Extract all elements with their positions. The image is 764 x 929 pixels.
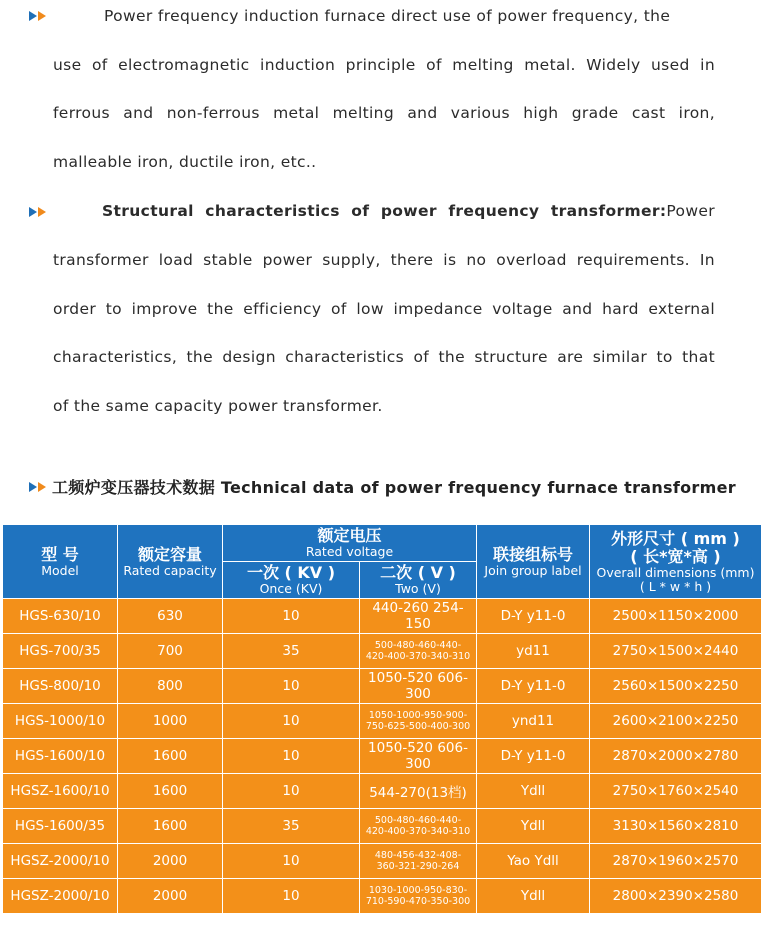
cell-two-small-line: 420-400-370-340-310	[365, 826, 471, 837]
cell-once: 10	[223, 879, 360, 914]
cell-two: 1050-520 606-300	[360, 669, 477, 704]
header-dim-cn: 外形尺寸 ( mm )	[611, 528, 740, 548]
cell-two: 1050-520 606-300	[360, 739, 477, 774]
header-group	[477, 525, 590, 599]
paragraph2-lead-tail: Power	[666, 202, 715, 220]
cell-capacity: 2000	[118, 879, 223, 914]
header-model-en: Model	[41, 562, 79, 578]
cell-two-small-line: 750-625-500-400-300	[365, 721, 471, 732]
header-two	[360, 562, 477, 599]
cell-once: 10	[223, 669, 360, 704]
cell-group: D-Y y11-0	[477, 669, 590, 704]
paragraph1-line3: ferrous and non-ferrous metal melting and various high grade cast iron,	[53, 104, 715, 122]
cell-once: 10	[223, 599, 360, 634]
cell-capacity: 2000	[118, 844, 223, 879]
header-voltage-en: Rated voltage	[305, 544, 394, 559]
header-voltage-cn: 额定电压	[317, 526, 382, 545]
cell-once: 35	[223, 634, 360, 669]
cell-two-small-line: 1050-1000-950-900-	[368, 710, 468, 721]
cell-dimensions: 2750×1760×2540	[590, 774, 762, 809]
cell-two	[360, 809, 477, 844]
bullet-arrow-icon	[29, 11, 46, 21]
cell-dimensions: 3130×1560×2810	[590, 809, 762, 844]
paragraph2-line1: transformer load stable power supply, there is no overload requirements. In	[53, 251, 715, 269]
cell-two-small-line: 500-480-460-440-	[374, 815, 462, 826]
paragraph1-line4: malleable iron, ductile iron, etc..	[53, 153, 317, 171]
cell-two-small-line: 1030-1000-950-830-	[368, 885, 468, 896]
cell-two-small-line: 360-321-290-264	[376, 861, 460, 872]
header-capacity-en: Rated capacity	[123, 562, 217, 578]
cell-once: 10	[223, 739, 360, 774]
cell-group: Ydll	[477, 809, 590, 844]
cell-capacity: 1600	[118, 774, 223, 809]
table-row	[3, 634, 762, 669]
technical-data-table	[2, 524, 762, 914]
cell-model: HGSZ-2000/10	[3, 879, 118, 914]
paragraph2-line3: characteristics, the design characteristics of the structure are similar to that	[53, 348, 715, 366]
cell-model: HGS-700/35	[3, 634, 118, 669]
cell-two	[360, 634, 477, 669]
paragraph2-line4: of the same capacity power transformer.	[53, 397, 383, 415]
cell-dimensions: 2500×1150×2000	[590, 599, 762, 634]
header-group-en: Join group label	[484, 562, 582, 578]
cell-model: HGS-800/10	[3, 669, 118, 704]
cell-capacity: 1600	[118, 809, 223, 844]
cell-once: 10	[223, 704, 360, 739]
cell-model: HGSZ-2000/10	[3, 844, 118, 879]
header-voltage	[223, 525, 477, 562]
table-row	[3, 774, 762, 809]
cell-two	[360, 844, 477, 879]
paragraph2-line2: order to improve the efficiency of low impedance voltage and hard external	[53, 300, 715, 318]
table-row	[3, 809, 762, 844]
cell-dimensions: 2870×1960×2570	[590, 844, 762, 879]
header-dim-cn2: ( 长*宽*高 )	[630, 546, 721, 566]
cell-dimensions: 2800×2390×2580	[590, 879, 762, 914]
cell-two	[360, 879, 477, 914]
cell-dimensions: 2750×1500×2440	[590, 634, 762, 669]
bullet-arrow-icon	[29, 482, 46, 492]
section-heading	[29, 475, 736, 498]
cell-capacity: 800	[118, 669, 223, 704]
header-model	[3, 525, 118, 599]
cell-two-small-line: 420-400-370-340-310	[365, 651, 471, 662]
section-title: 工频炉变压器技术数据 Technical data of power frequency furnace transformer	[52, 478, 736, 497]
cell-capacity: 1600	[118, 739, 223, 774]
header-dim-en2: ( L * w * h )	[639, 578, 712, 594]
cell-model: HGS-1600/35	[3, 809, 118, 844]
paragraph1-line2: use of electromagnetic induction principle of melting metal. Widely used in	[53, 56, 715, 74]
table-row	[3, 844, 762, 879]
table-row	[3, 669, 762, 704]
cell-dimensions: 2870×2000×2780	[590, 739, 762, 774]
cell-model: HGS-1600/10	[3, 739, 118, 774]
cell-once: 10	[223, 844, 360, 879]
header-capacity-cn: 额定容量	[137, 544, 202, 564]
header-two-en: Two (V)	[395, 581, 441, 596]
cell-group: yd11	[477, 634, 590, 669]
table-body	[3, 599, 762, 914]
header-once	[223, 562, 360, 599]
cell-group: Ydll	[477, 879, 590, 914]
cell-capacity: 700	[118, 634, 223, 669]
cell-two: 440-260 254-150	[360, 599, 477, 634]
header-dim-en: Overall dimensions (mm)	[596, 564, 755, 580]
cell-capacity: 630	[118, 599, 223, 634]
header-two-cn: 二次 ( V )	[380, 563, 456, 582]
cell-two-small-line: 710-590-470-350-300	[365, 896, 471, 907]
table-row	[3, 704, 762, 739]
header-dimensions	[590, 525, 762, 599]
paragraph2-lead	[102, 202, 715, 220]
cell-once: 10	[223, 774, 360, 809]
cell-once: 35	[223, 809, 360, 844]
header-group-cn: 联接组标号	[492, 544, 573, 564]
cell-two-small-line: 500-480-460-440-	[374, 640, 462, 651]
cell-group: Yao Ydll	[477, 844, 590, 879]
paragraph2-bold-lead: Structural characteristics of power frequency transformer:	[102, 202, 667, 220]
table-row	[3, 599, 762, 634]
cell-group: D-Y y11-0	[477, 599, 590, 634]
cell-group: ynd11	[477, 704, 590, 739]
table-row	[3, 739, 762, 774]
cell-group: Ydll	[477, 774, 590, 809]
cell-model: HGSZ-1600/10	[3, 774, 118, 809]
paragraph1-line1: Power frequency induction furnace direct use of power frequency, the	[104, 7, 671, 25]
header-once-cn: 一次 ( KV )	[246, 563, 336, 582]
cell-model: HGS-630/10	[3, 599, 118, 634]
cell-two: 544-270(13档)	[360, 774, 477, 809]
cell-group: D-Y y11-0	[477, 739, 590, 774]
bullet-arrow-icon	[29, 207, 46, 217]
header-model-cn: 型 号	[41, 544, 79, 564]
cell-two	[360, 704, 477, 739]
header-once-en: Once (KV)	[259, 581, 323, 596]
cell-dimensions: 2560×1500×2250	[590, 669, 762, 704]
cell-two-small-line: 480-456-432-408-	[374, 850, 462, 861]
cell-dimensions: 2600×2100×2250	[590, 704, 762, 739]
cell-model: HGS-1000/10	[3, 704, 118, 739]
header-capacity	[118, 525, 223, 599]
cell-capacity: 1000	[118, 704, 223, 739]
table-row	[3, 879, 762, 914]
